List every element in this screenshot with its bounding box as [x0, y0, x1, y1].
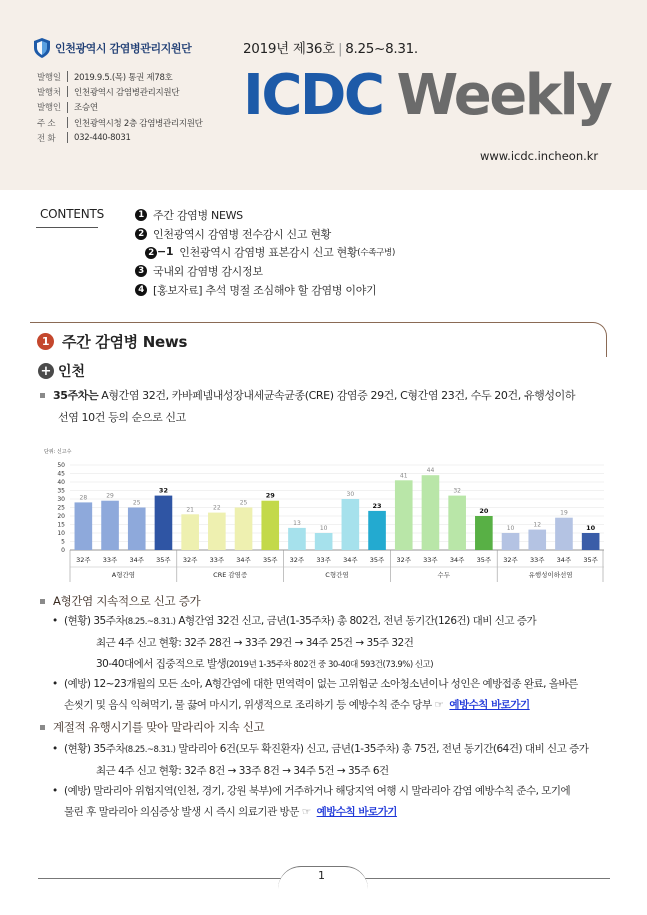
y-tick-label: 20: [57, 513, 65, 520]
chart-bar: [448, 496, 466, 550]
y-tick-label: 25: [57, 504, 65, 512]
toc-item[interactable]: 4 [홍보자료] 추석 명절 조심해야 할 감염병 이야기: [135, 280, 395, 299]
shield-icon: [34, 38, 50, 58]
meta-row: 전 화 032-440-8031: [37, 132, 131, 144]
toc-item[interactable]: 3 국내외 감염병 감시정보: [135, 262, 395, 281]
section-number: 1: [37, 333, 54, 350]
category-label: A형간염: [111, 571, 136, 579]
x-tick-label: 33주: [316, 556, 331, 564]
chart-bar: [261, 501, 279, 550]
meta-row: 발행일 2019.9.5.(목) 통권 제78호: [37, 72, 173, 83]
data-label: 10: [506, 525, 515, 532]
issue-number: 2019년 제36호: [243, 41, 335, 57]
y-axis-label: 단위: 신고수: [44, 449, 72, 455]
org-logo: [34, 38, 191, 58]
hepa-heading: A형간염 지속적으로 신고 증가: [40, 593, 200, 609]
data-label: 12: [533, 521, 542, 529]
header-banner: [0, 0, 647, 190]
chart-bar: [422, 475, 440, 550]
x-tick-label: 34주: [449, 556, 465, 564]
title-icdc: ICDC: [243, 63, 383, 128]
data-label: 29: [106, 492, 114, 500]
x-tick-label: 33주: [529, 556, 545, 564]
prevention-link[interactable]: 예방수칙 바로가기: [316, 806, 397, 818]
data-label: 41: [399, 472, 408, 480]
malaria-heading: 계절적 유행시기를 맞아 말라리아 지속 신고: [40, 719, 264, 735]
x-tick-label: 32주: [503, 556, 518, 564]
website-link[interactable]: www.icdc.incheon.kr: [480, 149, 599, 163]
x-tick-label: 33주: [102, 556, 118, 564]
y-tick-label: 0: [61, 547, 65, 554]
weekly-cases-chart: [34, 446, 604, 586]
hepa-prevention: • (예방) 12~23개월의 모든 소아, A형간염에 대한 면역력이 없는 고위험군 소아청소년이나 성인은 예방접종 완료, 올바른 손씻기 및 음식 익혀먹기, 물 끓여 마시기, 위생적으로 조리하기 등 예방수칙 준수 당부 ☞ 예방수칙 바로가기: [52, 678, 578, 711]
y-tick-label: 50: [57, 462, 65, 469]
plus-icon: +: [38, 363, 54, 379]
x-tick-label: 34주: [236, 556, 251, 564]
chart-bar: [555, 518, 573, 550]
data-label: 25: [239, 499, 248, 507]
y-tick-label: 15: [57, 521, 65, 529]
category-label: 수두: [437, 571, 451, 579]
x-tick-label: 35주: [262, 556, 278, 564]
toc-item[interactable]: 1 주간 감염병 NEWS: [135, 206, 395, 225]
chart-bar: [101, 501, 119, 550]
publication-meta: [37, 69, 203, 145]
x-tick-label: 35주: [369, 556, 385, 564]
data-label: 28: [79, 494, 88, 502]
data-label: 30: [346, 491, 355, 498]
x-tick-label: 35주: [583, 556, 598, 564]
x-tick-label: 32주: [289, 556, 305, 564]
issue-info: 2019년 제36호 | 8.25~8.31.: [243, 41, 418, 57]
chart-bar: [342, 499, 360, 550]
data-label: 19: [560, 509, 568, 517]
chart-bar: [502, 533, 520, 550]
x-tick-label: 33주: [423, 556, 438, 564]
newsletter-title: [243, 63, 611, 128]
pointing-hand-icon: ☞: [301, 806, 311, 818]
chart-bar: [395, 480, 413, 550]
x-tick-label: 34주: [556, 556, 572, 564]
org-name: 인천광역시 감염병관리지원단: [55, 42, 192, 55]
y-tick-label: 45: [57, 470, 65, 478]
title-weekly: Weekly: [396, 63, 611, 128]
contents-label: CONTENTS: [40, 207, 105, 221]
section-title: 1 주간 감염병 News: [37, 331, 187, 352]
chart-bar: [208, 513, 226, 550]
chart-bar: [315, 533, 333, 550]
page-number: 1: [318, 869, 325, 882]
data-label: 20: [479, 507, 489, 515]
x-tick-label: 34주: [343, 556, 358, 564]
data-label: 10: [586, 524, 596, 532]
chart-bar: [235, 508, 253, 551]
issue-period: 8.25~8.31.: [345, 41, 418, 57]
toc-item[interactable]: 2 인천광역시 감염병 전수감시 신고 현황: [135, 225, 395, 244]
data-label: 32: [453, 487, 461, 495]
x-tick-label: 32주: [396, 556, 412, 564]
toc-subnum: 2 −1: [145, 245, 173, 259]
y-tick-label: 35: [57, 487, 65, 495]
summary-paragraph: 35주차는 A형간염 32건, 카바페넴내성장내세균속균종(CRE) 감염증 29건, C형간염 23건, 수두 20건, 유행성이하 선염 10건 등의 순으로 신고: [40, 385, 575, 429]
x-tick-label: 35주: [476, 556, 492, 564]
malaria-status: • (현황) 35주차(8.25.~8.31.) 말라리아 6건(모두 확진환자) 신고, 금년(1-35주차) 총 75건, 전년 동기간(64건) 대비 신고 증가 최근 4주 신고 현황: 32주 8건 → 33주 8건 → 34주 5건 → 35주 6건: [52, 743, 589, 777]
meta-row: 발행인 조승연: [37, 103, 98, 114]
table-of-contents: [135, 206, 395, 299]
chart-bar: [288, 528, 306, 550]
meta-row: 주 소 인천광역시청 2층 감염병관리지원단: [37, 118, 203, 129]
toc-item[interactable]: 2 −1 인천광역시 감염병 표본감시 신고 현황 (수족구병): [135, 243, 395, 262]
x-tick-label: 35주: [156, 556, 171, 564]
x-tick-label: 32주: [182, 556, 198, 564]
data-label: 10: [319, 525, 328, 532]
category-label: CRE 감염증: [213, 571, 248, 579]
pointing-hand-icon: ☞: [434, 699, 444, 711]
hepa-status: • (현황) 35주차(8.25.~8.31.) A형간염 32건 신고, 금년(1-35주차) 총 802건, 전년 동기간(126건) 대비 신고 증가 최근 4주 신고 현황: 32주 28건 → 33주 29건 → 34주 25건 → 35주 32건 30-40대에서 집중적으로 발생(2019년 1-35주차 802건 중 30-40대 593건(73.9%) 신고): [52, 615, 537, 670]
meta-row: 발행처 인천광역시 감염병관리지원단: [37, 87, 180, 98]
x-tick-label: 34주: [129, 556, 145, 564]
data-label: 25: [132, 499, 141, 507]
region-heading: + 인천: [38, 361, 85, 381]
chart-bar: [75, 502, 93, 550]
y-tick-label: 10: [57, 530, 65, 537]
chart-bar: [528, 530, 546, 550]
chart-bar: [582, 533, 600, 550]
data-label: 21: [186, 506, 194, 514]
category-label: C형간염: [325, 571, 349, 579]
malaria-prevention: • (예방) 말라리아 위험지역(인천, 경기, 강원 북부)에 거주하거나 해당지역 여행 시 말라리아 감염 예방수칙 준수, 모기에 물린 후 말라리아 의심증상 발생 시 즉시 의료기관 방문 ☞ 예방수칙 바로가기: [52, 785, 571, 818]
category-label: 유행성이하선염: [528, 571, 573, 579]
data-label: 23: [372, 501, 382, 510]
prevention-link[interactable]: 예방수칙 바로가기: [449, 699, 530, 711]
chart-bar: [155, 496, 173, 550]
x-tick-label: 32주: [76, 556, 91, 564]
chart-bar: [475, 516, 493, 550]
chart-bar: [128, 508, 146, 551]
y-tick-label: 5: [61, 538, 65, 546]
y-tick-label: 40: [57, 479, 65, 486]
x-tick-label: 33주: [209, 556, 225, 564]
data-label: 13: [293, 519, 301, 527]
chart-bar: [181, 514, 199, 550]
divider: [36, 227, 98, 228]
y-tick-label: 30: [57, 496, 65, 503]
data-label: 29: [265, 491, 275, 500]
data-label: 32: [158, 486, 168, 495]
data-label: 22: [213, 504, 221, 512]
chart-bar: [368, 511, 386, 550]
data-label: 44: [426, 467, 435, 475]
